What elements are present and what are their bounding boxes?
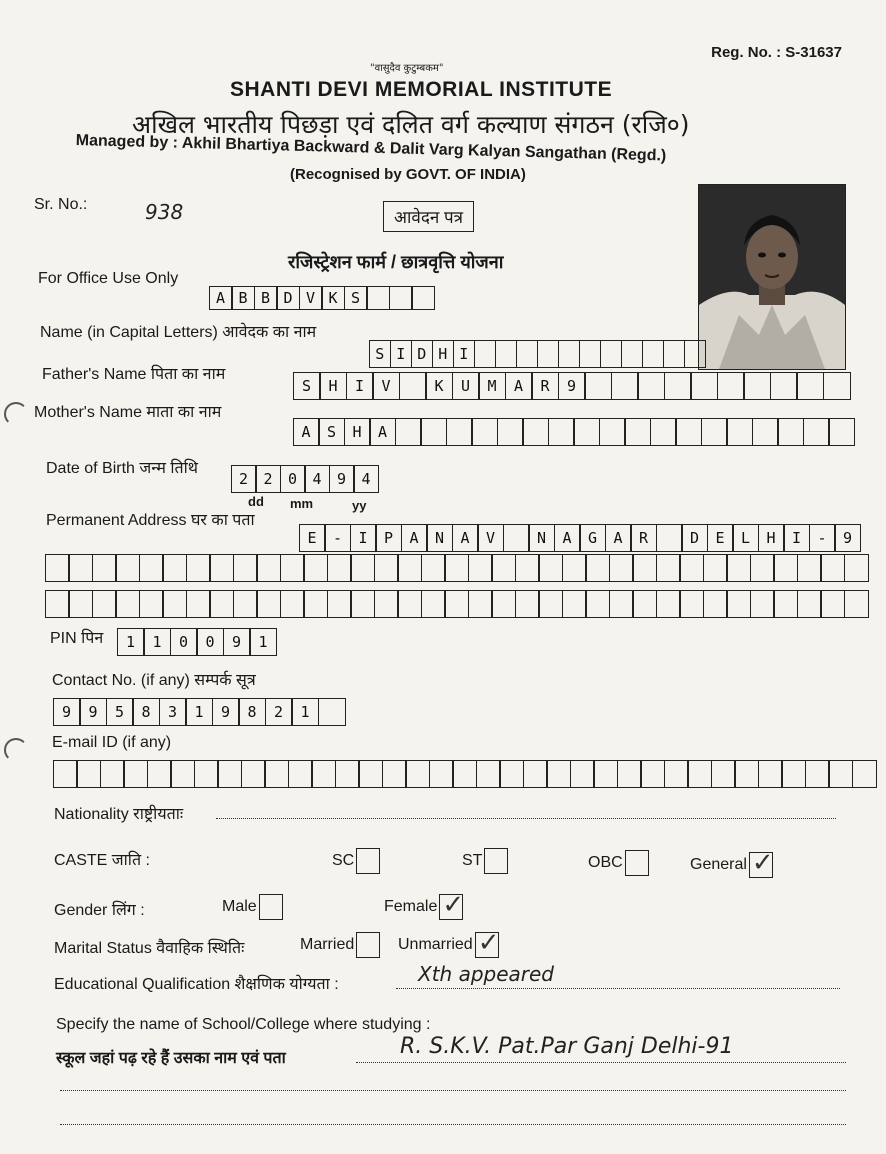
- char-box[interactable]: A: [209, 286, 233, 310]
- char-box[interactable]: 9: [212, 698, 240, 726]
- char-box[interactable]: [600, 340, 623, 368]
- char-box[interactable]: H: [319, 372, 347, 400]
- char-box[interactable]: [374, 554, 399, 582]
- char-box[interactable]: 1: [291, 698, 319, 726]
- dob-boxes[interactable]: [232, 465, 379, 493]
- char-box[interactable]: I: [390, 340, 413, 368]
- email-boxes[interactable]: [54, 760, 877, 788]
- char-box[interactable]: [45, 554, 70, 582]
- char-box[interactable]: [773, 590, 798, 618]
- char-box[interactable]: [92, 554, 117, 582]
- char-box[interactable]: P: [375, 524, 402, 552]
- char-box[interactable]: [656, 590, 681, 618]
- char-box[interactable]: [609, 590, 634, 618]
- char-box[interactable]: [803, 418, 830, 446]
- education-line[interactable]: [396, 988, 840, 989]
- school-line-2[interactable]: [60, 1090, 846, 1091]
- char-box[interactable]: [233, 554, 258, 582]
- char-box[interactable]: [777, 418, 804, 446]
- char-box[interactable]: [256, 554, 281, 582]
- caste-st-option[interactable]: [462, 848, 508, 874]
- char-box[interactable]: [45, 590, 70, 618]
- char-box[interactable]: [318, 698, 346, 726]
- name-label: Name (in Capital Letters) आवेदक का नाम: [40, 324, 317, 341]
- char-box[interactable]: [562, 590, 587, 618]
- char-box[interactable]: [217, 760, 242, 788]
- char-box[interactable]: [750, 554, 775, 582]
- address-row-1[interactable]: [300, 524, 861, 552]
- address-row-3[interactable]: [46, 590, 869, 618]
- gender-female-option[interactable]: [384, 889, 465, 920]
- char-box[interactable]: [664, 372, 692, 400]
- dob-mm-caption: mm: [290, 496, 314, 511]
- char-box[interactable]: [256, 590, 281, 618]
- char-box[interactable]: [796, 372, 824, 400]
- binder-ring-mark: [4, 402, 28, 426]
- char-box[interactable]: [162, 554, 187, 582]
- char-box[interactable]: 8: [238, 698, 266, 726]
- char-box[interactable]: [350, 590, 375, 618]
- char-box[interactable]: [599, 418, 626, 446]
- char-box[interactable]: [656, 554, 681, 582]
- char-box[interactable]: 9: [223, 628, 251, 656]
- char-box[interactable]: [397, 590, 422, 618]
- char-box[interactable]: S: [369, 340, 392, 368]
- char-box[interactable]: [468, 590, 493, 618]
- char-box[interactable]: [76, 760, 101, 788]
- char-box[interactable]: L: [732, 524, 759, 552]
- char-box[interactable]: -: [809, 524, 836, 552]
- char-box[interactable]: [703, 590, 728, 618]
- marital-label: Marital Status वैवाहिक स्थितिः: [54, 940, 245, 957]
- school-hindi-label: स्कूल जहां पढ़ रहे हैं उसका नाम एवं पता: [56, 1050, 286, 1067]
- char-box[interactable]: [743, 372, 771, 400]
- char-box[interactable]: [170, 760, 195, 788]
- education-label: Educational Qualification शैक्षणिक योग्यता :: [54, 976, 339, 993]
- char-box[interactable]: [515, 590, 540, 618]
- char-box[interactable]: [758, 760, 783, 788]
- char-box[interactable]: [429, 760, 454, 788]
- char-box[interactable]: [186, 554, 211, 582]
- char-box[interactable]: 2: [231, 465, 257, 493]
- char-box[interactable]: 0: [170, 628, 198, 656]
- marital-unmarried-label: Unmarried: [398, 936, 473, 954]
- caste-general-label: General: [690, 856, 747, 874]
- char-box[interactable]: [139, 590, 164, 618]
- char-box[interactable]: [770, 372, 798, 400]
- school-label: Specify the name of School/College where studying :: [56, 1016, 431, 1033]
- char-box[interactable]: H: [344, 418, 371, 446]
- gender-label: Gender लिंग :: [54, 902, 145, 919]
- char-box[interactable]: [405, 760, 430, 788]
- char-box[interactable]: 4: [353, 465, 379, 493]
- char-box[interactable]: 5: [106, 698, 134, 726]
- char-box[interactable]: [311, 760, 336, 788]
- sr-no-label: Sr. No.:: [34, 196, 88, 213]
- char-box[interactable]: [209, 590, 234, 618]
- char-box[interactable]: 4: [304, 465, 330, 493]
- char-box[interactable]: [664, 760, 689, 788]
- char-box[interactable]: [327, 590, 352, 618]
- caste-obc-checkbox[interactable]: [625, 850, 649, 876]
- hindi-organisation-name: अखिल भारतीय पिछड़ा एवं दलित वर्ग कल्याण संगठन (रजि०): [132, 110, 690, 139]
- char-box[interactable]: 0: [196, 628, 224, 656]
- char-box[interactable]: [495, 340, 518, 368]
- registration-number: Reg. No. : S-31637: [711, 44, 842, 61]
- char-box[interactable]: [366, 286, 390, 310]
- char-box[interactable]: [726, 590, 751, 618]
- char-box[interactable]: [711, 760, 736, 788]
- caste-sc-checkbox[interactable]: [356, 848, 380, 874]
- education-value: Xth appeared: [418, 962, 555, 986]
- char-box[interactable]: [675, 418, 702, 446]
- caste-general-option[interactable]: [690, 847, 774, 878]
- char-box[interactable]: [717, 372, 745, 400]
- applicant-photo: [698, 184, 846, 370]
- char-box[interactable]: [399, 372, 427, 400]
- marital-unmarried-checkbox[interactable]: [475, 927, 500, 958]
- char-box[interactable]: S: [293, 372, 321, 400]
- char-box[interactable]: [471, 418, 498, 446]
- char-box[interactable]: [797, 554, 822, 582]
- char-box[interactable]: 1: [185, 698, 213, 726]
- char-box[interactable]: [194, 760, 219, 788]
- char-box[interactable]: [593, 760, 618, 788]
- char-box[interactable]: [139, 554, 164, 582]
- char-box[interactable]: 1: [249, 628, 277, 656]
- sr-no-value: 938: [145, 200, 184, 224]
- dob-yy-caption: yy: [352, 498, 367, 513]
- office-use-label: For Office Use Only: [38, 270, 179, 287]
- char-box[interactable]: [474, 340, 497, 368]
- marital-unmarried-option[interactable]: [398, 927, 500, 958]
- caste-sc-option[interactable]: [332, 848, 380, 874]
- char-box[interactable]: 2: [265, 698, 293, 726]
- char-box[interactable]: [611, 372, 639, 400]
- mother-name-boxes[interactable]: [294, 418, 855, 446]
- pin-boxes[interactable]: [118, 628, 277, 656]
- char-box[interactable]: 9: [834, 524, 861, 552]
- char-box[interactable]: [820, 554, 845, 582]
- char-box[interactable]: [562, 554, 587, 582]
- char-box[interactable]: A: [452, 524, 479, 552]
- char-box[interactable]: [123, 760, 148, 788]
- recognised-line: (Recognised by GOVT. OF INDIA): [290, 166, 526, 183]
- char-box[interactable]: [797, 590, 822, 618]
- tick-mark-icon: ✓: [442, 889, 465, 919]
- char-box[interactable]: [241, 760, 266, 788]
- char-box[interactable]: [162, 590, 187, 618]
- caste-sc-label: SC: [332, 852, 355, 870]
- school-value: R. S.K.V. Pat.Par Ganj Delhi-91: [400, 1034, 734, 1059]
- nationality-line[interactable]: [216, 818, 836, 819]
- char-box[interactable]: [491, 554, 516, 582]
- char-box[interactable]: V: [299, 286, 323, 310]
- aavedan-patra-box: आवेदन पत्र: [383, 201, 474, 232]
- char-box[interactable]: [446, 418, 473, 446]
- char-box[interactable]: [617, 760, 642, 788]
- char-box[interactable]: [499, 760, 524, 788]
- char-box[interactable]: G: [579, 524, 606, 552]
- char-box[interactable]: K: [321, 286, 345, 310]
- char-box[interactable]: [421, 554, 446, 582]
- char-box[interactable]: [100, 760, 125, 788]
- char-box[interactable]: [624, 418, 651, 446]
- father-name-label: Father's Name पिता का नाम: [42, 366, 226, 383]
- char-box[interactable]: E: [707, 524, 734, 552]
- char-box[interactable]: [476, 760, 501, 788]
- school-line-3[interactable]: [60, 1124, 846, 1125]
- binder-ring-mark: [4, 738, 28, 762]
- char-box[interactable]: [773, 554, 798, 582]
- contact-label: Contact No. (if any) सम्पर्क सूत्र: [52, 672, 256, 689]
- email-label: E-mail ID (if any): [52, 734, 172, 751]
- char-box[interactable]: D: [276, 286, 300, 310]
- char-box[interactable]: 1: [143, 628, 171, 656]
- char-box[interactable]: I: [783, 524, 810, 552]
- char-box[interactable]: S: [344, 286, 368, 310]
- char-box[interactable]: [68, 554, 93, 582]
- char-box[interactable]: [53, 760, 78, 788]
- char-box[interactable]: [703, 554, 728, 582]
- char-box[interactable]: H: [758, 524, 785, 552]
- char-box[interactable]: [233, 590, 258, 618]
- char-box[interactable]: [548, 418, 575, 446]
- char-box[interactable]: [374, 590, 399, 618]
- char-box[interactable]: [823, 372, 851, 400]
- char-box[interactable]: [397, 554, 422, 582]
- char-box[interactable]: [350, 554, 375, 582]
- office-use-boxes[interactable]: [210, 286, 435, 310]
- char-box[interactable]: [828, 760, 853, 788]
- char-box[interactable]: I: [346, 372, 374, 400]
- char-box[interactable]: [632, 590, 657, 618]
- char-box[interactable]: [679, 554, 704, 582]
- char-box[interactable]: [327, 554, 352, 582]
- dob-dd-caption: dd: [248, 494, 264, 509]
- char-box[interactable]: [570, 760, 595, 788]
- char-box[interactable]: [642, 340, 665, 368]
- char-box[interactable]: N: [426, 524, 453, 552]
- char-box[interactable]: [558, 340, 581, 368]
- char-box[interactable]: [421, 590, 446, 618]
- char-box[interactable]: [522, 418, 549, 446]
- char-box[interactable]: [687, 760, 712, 788]
- mother-name-label: Mother's Name माता का नाम: [34, 404, 222, 421]
- char-box[interactable]: [585, 554, 610, 582]
- char-box[interactable]: [828, 418, 855, 446]
- char-box[interactable]: R: [630, 524, 657, 552]
- char-box[interactable]: [264, 760, 289, 788]
- char-box[interactable]: [444, 590, 469, 618]
- char-box[interactable]: U: [452, 372, 480, 400]
- char-box[interactable]: [468, 554, 493, 582]
- char-box[interactable]: [844, 590, 869, 618]
- char-box[interactable]: R: [531, 372, 559, 400]
- char-box[interactable]: A: [401, 524, 428, 552]
- char-box[interactable]: [679, 590, 704, 618]
- char-box[interactable]: A: [293, 418, 320, 446]
- char-box[interactable]: [650, 418, 677, 446]
- char-box[interactable]: 9: [329, 465, 355, 493]
- caste-obc-option[interactable]: [588, 850, 649, 876]
- char-box[interactable]: 3: [159, 698, 187, 726]
- char-box[interactable]: -: [324, 524, 351, 552]
- institute-name: SHANTI DEVI MEMORIAL INSTITUTE: [230, 78, 613, 101]
- char-box[interactable]: [734, 760, 759, 788]
- char-box[interactable]: [68, 590, 93, 618]
- char-box[interactable]: I: [350, 524, 377, 552]
- char-box[interactable]: [389, 286, 413, 310]
- gender-male-label: Male: [222, 898, 257, 916]
- pin-label: PIN पिन: [50, 630, 104, 647]
- char-box[interactable]: [497, 418, 524, 446]
- char-box[interactable]: E: [299, 524, 326, 552]
- char-box[interactable]: [503, 524, 530, 552]
- gender-female-checkbox[interactable]: [439, 889, 465, 920]
- char-box[interactable]: [781, 760, 806, 788]
- motto-text: "वासुदैव कुटुम्बकम": [370, 63, 444, 74]
- char-box[interactable]: A: [554, 524, 581, 552]
- char-box[interactable]: V: [477, 524, 504, 552]
- char-box[interactable]: [515, 554, 540, 582]
- char-box[interactable]: [640, 760, 665, 788]
- char-box[interactable]: [690, 372, 718, 400]
- dob-label: Date of Birth जन्म तिथि: [46, 460, 198, 477]
- char-box[interactable]: [538, 590, 563, 618]
- char-box[interactable]: N: [528, 524, 555, 552]
- char-box[interactable]: [209, 554, 234, 582]
- char-box[interactable]: [752, 418, 779, 446]
- char-box[interactable]: [663, 340, 686, 368]
- form-title: रजिस्ट्रेशन फार्म / छात्रवृत्ति योजना: [288, 252, 504, 272]
- char-box[interactable]: [546, 760, 571, 788]
- char-box[interactable]: 9: [558, 372, 586, 400]
- name-boxes[interactable]: [370, 340, 706, 368]
- char-box[interactable]: [538, 554, 563, 582]
- char-box[interactable]: [420, 418, 447, 446]
- char-box[interactable]: [750, 590, 775, 618]
- caste-label: CASTE जाति :: [54, 852, 150, 869]
- char-box[interactable]: [411, 286, 435, 310]
- gender-male-checkbox[interactable]: [259, 894, 283, 920]
- char-box[interactable]: K: [425, 372, 453, 400]
- char-box[interactable]: M: [478, 372, 506, 400]
- char-box[interactable]: [656, 524, 683, 552]
- char-box[interactable]: [358, 760, 383, 788]
- marital-married-label: Married: [300, 936, 355, 954]
- char-box[interactable]: [288, 760, 313, 788]
- char-box[interactable]: [147, 760, 172, 788]
- char-box[interactable]: [584, 372, 612, 400]
- char-box[interactable]: A: [505, 372, 533, 400]
- char-box[interactable]: 2: [255, 465, 281, 493]
- char-box[interactable]: [844, 554, 869, 582]
- char-box[interactable]: [852, 760, 877, 788]
- char-box[interactable]: [684, 340, 707, 368]
- char-box[interactable]: [537, 340, 560, 368]
- char-box[interactable]: [726, 554, 751, 582]
- char-box[interactable]: [609, 554, 634, 582]
- char-box[interactable]: [516, 340, 539, 368]
- char-box[interactable]: [382, 760, 407, 788]
- school-line-1[interactable]: [356, 1062, 846, 1063]
- char-box[interactable]: [280, 554, 305, 582]
- char-box[interactable]: 9: [53, 698, 81, 726]
- caste-obc-label: OBC: [588, 854, 623, 872]
- char-box[interactable]: [820, 590, 845, 618]
- char-box[interactable]: [115, 554, 140, 582]
- address-row-2[interactable]: [46, 554, 869, 582]
- caste-st-checkbox[interactable]: [484, 848, 508, 874]
- char-box[interactable]: 8: [132, 698, 160, 726]
- caste-st-label: ST: [462, 852, 483, 870]
- char-box[interactable]: S: [318, 418, 345, 446]
- char-box[interactable]: [303, 554, 328, 582]
- char-box[interactable]: H: [432, 340, 455, 368]
- nationality-label: Nationality राष्ट्रीयताः: [54, 806, 184, 823]
- char-box[interactable]: [805, 760, 830, 788]
- char-box[interactable]: B: [254, 286, 278, 310]
- char-box[interactable]: V: [372, 372, 400, 400]
- marital-married-option[interactable]: [300, 932, 380, 958]
- char-box[interactable]: [523, 760, 548, 788]
- char-box[interactable]: [115, 590, 140, 618]
- char-box[interactable]: [335, 760, 360, 788]
- char-box[interactable]: [585, 590, 610, 618]
- char-box[interactable]: [452, 760, 477, 788]
- char-box[interactable]: [303, 590, 328, 618]
- marital-married-checkbox[interactable]: [356, 932, 380, 958]
- char-box[interactable]: [701, 418, 728, 446]
- char-box[interactable]: [726, 418, 753, 446]
- tick-mark-icon: ✓: [751, 847, 774, 877]
- char-box[interactable]: I: [453, 340, 476, 368]
- caste-general-checkbox[interactable]: [749, 847, 774, 878]
- char-box[interactable]: [395, 418, 422, 446]
- char-box[interactable]: [186, 590, 211, 618]
- tick-mark-icon: ✓: [477, 927, 500, 957]
- char-box[interactable]: 0: [280, 465, 306, 493]
- char-box[interactable]: 9: [79, 698, 107, 726]
- char-box[interactable]: A: [369, 418, 396, 446]
- char-box[interactable]: [491, 590, 516, 618]
- char-box[interactable]: [637, 372, 665, 400]
- char-box[interactable]: [632, 554, 657, 582]
- gender-male-option[interactable]: [222, 894, 283, 920]
- char-box[interactable]: [444, 554, 469, 582]
- char-box[interactable]: [621, 340, 644, 368]
- char-box[interactable]: D: [681, 524, 708, 552]
- father-name-boxes[interactable]: [294, 372, 851, 400]
- char-box[interactable]: D: [411, 340, 434, 368]
- address-label: Permanent Address घर का पता: [46, 512, 255, 529]
- char-box[interactable]: [92, 590, 117, 618]
- managed-by-line: Managed by : Akhil Bhartiya Backward & Dalit Varg Kalyan Sangathan (Regd.): [75, 132, 667, 165]
- char-box[interactable]: [573, 418, 600, 446]
- contact-boxes[interactable]: [54, 698, 346, 726]
- char-box[interactable]: 1: [117, 628, 145, 656]
- char-box[interactable]: [280, 590, 305, 618]
- char-box[interactable]: [579, 340, 602, 368]
- char-box[interactable]: B: [231, 286, 255, 310]
- char-box[interactable]: A: [605, 524, 632, 552]
- gender-female-label: Female: [384, 898, 438, 916]
